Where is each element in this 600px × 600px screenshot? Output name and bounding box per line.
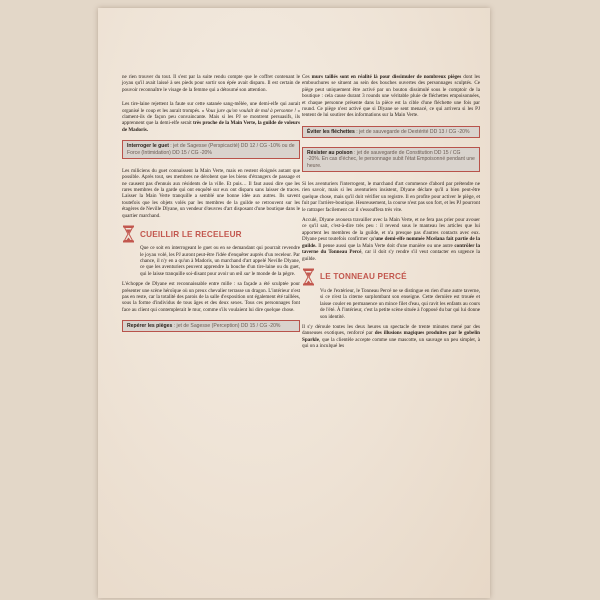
- text-run: Les tire-laine rejettent la faute sur cette satanée sang-mêlée, une demi-elfe qui aurait organisé le coup et les aurait trompés. «: [122, 101, 300, 114]
- italic-text: sur: [243, 270, 251, 277]
- text-run: , que la clientèle accepte comme une mascotte, un sauvage un peu simplet, à qui on a inculqué les: [302, 336, 480, 350]
- section-heading: [302, 268, 480, 286]
- paragraph: Si les aventuriers l'interrogent, le marchand d'art commence d'abord par prétendre ne rien savoir, mais si les aventuriers insistent, Dlyane déclare qu'il a bien peut-être quelque chose, mais qu'il doit vérifier un registre. Il en profite pour activer le piège, et fuit par l'arrière-boutique. Heureusement, la course n'est pas son fort, et les PJ pourront le rattraper facilement car il s'essouffera très vite.: [302, 181, 480, 213]
- paragraph: [140, 245, 300, 277]
- emphasis-text: très proche de la Main Verte, la guilde de voleurs de Madoris.: [122, 120, 300, 133]
- emphasis-text: des illusions magiques produites par le gobelin Sparkle: [302, 330, 480, 343]
- heading-title: CUEILLIR LE RECELEUR: [140, 229, 242, 239]
- skill-check-text: : jet de sauvegarde de Constitution DD 15 / CG -20%. En cas d'échec, le personnage subit l'état Empoisonné pendant une heure.: [307, 150, 475, 169]
- text-run: Ces: [302, 74, 312, 80]
- skill-check-text: : jet de Sagesse (Perspicacité) DD 12 / CG -10% ou de Force (Intimidation) DD 15 / CG -20%: [127, 143, 295, 156]
- paragraph: Les miliciens du guet connaissent la Main Verte, mais en restent éloignés autant que possible. Après tout, ses membres ne dérobent que les biens d'étrangers de passage et ne causent pas d'ennuis aux résidents de la ville. Et puis… Il faut aussi dire que les rares membres de la garde qui ont enquêté sur eux ont disparu sans laisser de traces. Laisser la Main Verte tranquille a semblé une bonne idée aux autres. Ils savent toutefois que les objets volés par les membres de la guilde se retrouvent sur les étagères de Neville Dlyane, un vendeur d'œuvres d'art disposant d'une boutique dans le quartier marchand.: [122, 167, 300, 219]
- paragraph: Vu de l'extérieur, le Tonneau Percé ne se distingue en rien d'une autre taverne, si ce n'est la citerne surplombant son enseigne. Cette dernière est trouée et laisse couler en permanence un mince filet d'eau, qui ravit les enfants au cours de l'été. À l'intérieur, c'est la petite scène située à l'opposé du bar qui lui donne son identité.: [320, 287, 480, 320]
- paragraph: [122, 101, 300, 133]
- section-heading: [122, 225, 300, 243]
- right-column: [302, 74, 480, 354]
- skill-check-title: Interroger le guet: [127, 143, 169, 150]
- paragraph: ne rien trouver du tout. Il s'est par la suite rendu compte que le coffret contenant le joyau qu'il avait laissé à ses pieds pour sortir son épée avait disparu. Il est certain de pouvoir reconnaître le visage de la femme qui a détourné son attention.: [122, 74, 300, 93]
- hourglass-icon: [302, 268, 315, 286]
- paragraph: [302, 217, 480, 262]
- text-run: le monde de la pègre.: [250, 270, 296, 277]
- paragraph: [302, 324, 480, 350]
- quote-text: Vous jure qu'on voulait de mal à personne !: [204, 107, 298, 114]
- skill-check-text: : jet de sauvegarde de Dextérité DD 13 / CG -20%: [354, 128, 470, 135]
- skill-check-box: [302, 126, 480, 138]
- text-run: Que ce soit en interrogeant le guet ou en se demandant qui pourrait revendre le joyau volé, les PJ auront peut-être l'idée d'enquêter auprès d'un receleur. Par chance, il n'y en a qu'un à Madoris, un marchand d'art appelé Neville Dlyane, ce que les aventuriers peuvent apprendre la bouche d'un tire-laine ou du guet, qui le laisse tranquille soi-disant pour avoir un œil: [140, 245, 300, 277]
- left-column: [122, 74, 300, 341]
- skill-check-box: [302, 147, 480, 172]
- text-run: , car il doit s'y rendre s'il veut contacter en urgence la guilde.: [302, 249, 480, 262]
- paragraph: L'échoppe de Dlyane est reconnaissable entre mille : sa façade a été sculptée pour présenter une scène héroïque où un preux chevalier terrasse un dragon. L'intérieur n'est pas en reste, car la totalité des parois de la salle d'exposition ont également été taillées, sous la forme d'individus de tous âges et des deux sexes. Tous ces personnages font face au client qui contemplerait le mur, comme s'ils voulaient lui dire quelque chose.: [122, 281, 300, 313]
- text-run: dont les embouchures se situent au sein des bouches ouvertes des personnages sculptés. Ce piège peut uniquement être activé par un bouton dissimulé sous le comptoir de la boutique : cela cause durant 3 rounds une véritable pluie de fléchettes empoisonnées, et chaque personne présente dans la pièce est la cible d'une fléchette une fois par round. Ce piège n'est activé que si Dlyane se sent menacé, ce qui arrivera si les PJ tentent de lui soutirer des informations sur la Main Verte.: [302, 74, 481, 119]
- text-run: Acculé, Dlyane avouera travailler avec la Main Verte, et ne fera pas prier pour avouer ce qu'il sait, c'est-à-dire très peu : il revend sous le manteau les articles que lui apportent les membres de la guilde, et n'a presque pas d'autres contacts avec eux. Dlyane peut toutefois confirmer qu': [302, 217, 480, 243]
- skill-check-title: Résister au poison: [307, 150, 353, 157]
- skill-check-title: Repérer les pièges: [127, 323, 173, 330]
- skill-check-box: [122, 140, 300, 159]
- emphasis-text: une demi-elfe nommée Mcelana fait partie de la guilde.: [302, 236, 481, 249]
- document-page: [98, 8, 490, 598]
- text-run: » clament-ils de façon peu convaincante. Mais si les PJ se montrent persuasifs, ils apprennent que la demi-elfe serait: [122, 107, 300, 127]
- hourglass-icon: [122, 225, 135, 243]
- skill-check-text: : jet de Sagesse (Perception) DD 15 / CG -20%: [172, 323, 281, 330]
- emphasis-text: murs taillés sont en réalité là pour dissimuler de nombreux pièges: [311, 74, 462, 80]
- skill-check-title: Éviter les fléchettes: [307, 128, 355, 135]
- text-run: Il s'y déroule toutes les deux heures un spectacle de trente minutes mené par des danseuses exotiques, renforcé par: [302, 323, 480, 337]
- skill-check-box: [122, 320, 300, 332]
- paragraph: [302, 74, 480, 119]
- text-run: Il pense aussi que la Main Verte doit d'une manière ou une autre: [316, 242, 455, 249]
- emphasis-text: contrôler la taverne du Tonneau Percé: [302, 242, 480, 256]
- heading-title: LE TONNEAU PERCÉ: [320, 272, 407, 282]
